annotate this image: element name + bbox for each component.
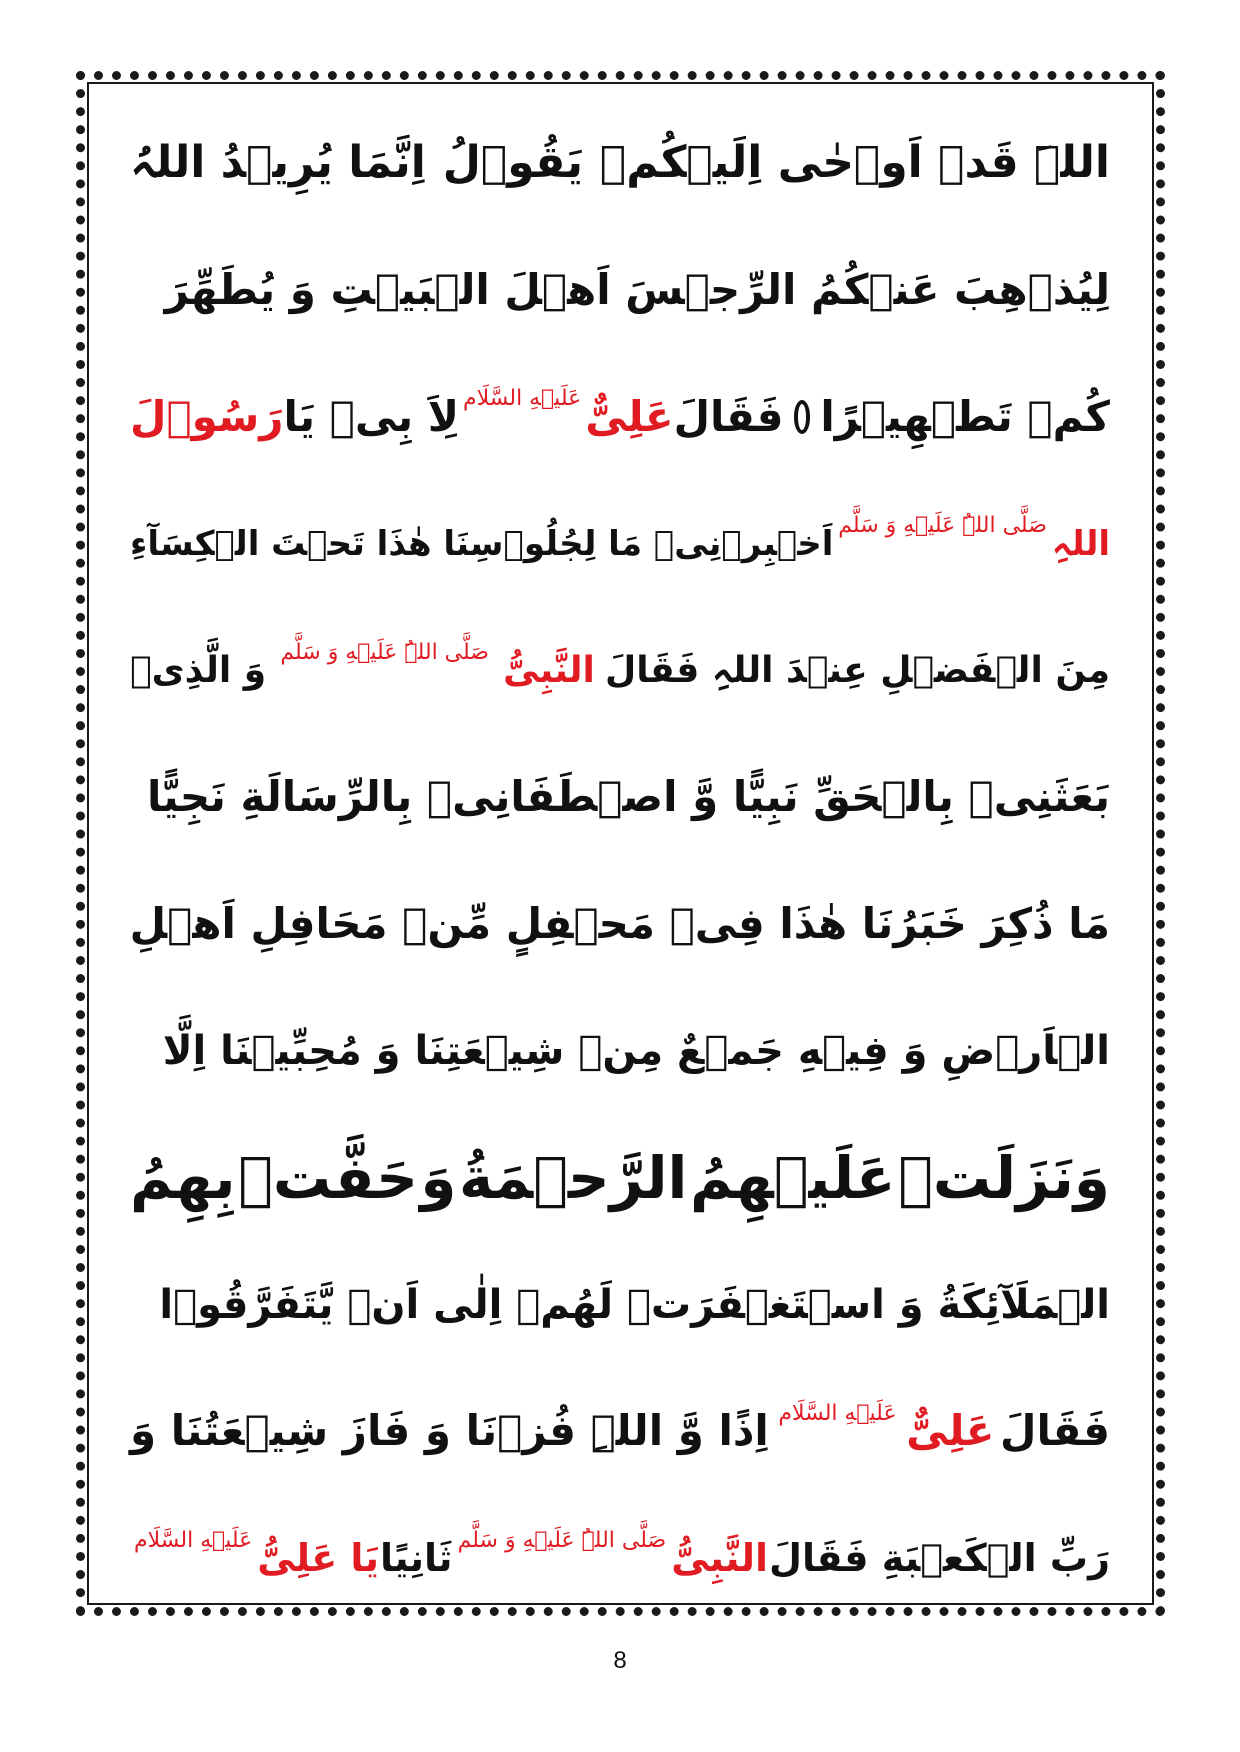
- text-line-1: [130, 100, 1110, 227]
- highlighted-name: یَا عَلِیُّ: [257, 1536, 379, 1581]
- text-segment: حَفَّتۡ: [238, 1143, 418, 1212]
- text-segment: اِنَّمَا یُرِیۡدُ اللہُ: [130, 137, 426, 189]
- text-segment: وَ: [420, 1143, 457, 1212]
- highlighted-name: عَلِیٌّ: [585, 391, 674, 441]
- honorific-salutation: عَلَیۡهِ السَّلَام: [463, 386, 582, 412]
- text-line-12: [130, 1495, 1110, 1622]
- highlighted-name: عَلِیٌّ: [906, 1406, 995, 1456]
- text-segment: وَ الَّذِیۡ: [130, 649, 267, 691]
- honorific-salutation: صَلَّی اللہُ عَلَیۡهِ وَ سَلَّم: [838, 513, 1047, 539]
- text-segment: فَقَالَ: [1000, 1406, 1110, 1456]
- honorific-salutation: صَلَّی اللہُ عَلَیۡهِ وَ سَلَّم: [280, 640, 489, 666]
- text-line-2: [130, 227, 1110, 354]
- honorific-salutation: صَلَّی اللہُ عَلَیۡهِ وَ سَلَّم: [457, 1527, 667, 1553]
- page-number: 8: [613, 1647, 627, 1674]
- text-segment: ثَانِیًا: [379, 1536, 453, 1581]
- verse-end-ring-icon: [794, 400, 811, 434]
- text-segment: الۡاَرۡضِ وَ فِیۡهِ جَمۡعٌ مِنۡ شِیۡعَتِنَا وَ مُحِبِّیۡنَا اِلَّا: [162, 1027, 1110, 1074]
- text-line-9: [130, 1114, 1110, 1241]
- arabic-text-block: [130, 100, 1110, 1600]
- text-segment: وَنَزَلَتۡ: [898, 1143, 1110, 1212]
- text-segment: فَقَالَ: [673, 391, 784, 441]
- text-line-6: [130, 734, 1110, 861]
- text-line-8: [130, 988, 1110, 1115]
- text-line-5: [130, 607, 1110, 734]
- text-segment: الرَّحۡمَةُ: [459, 1143, 688, 1212]
- highlighted-name: اللہِ: [1051, 523, 1110, 564]
- text-segment: بِهِمُ: [130, 1143, 236, 1212]
- text-segment: لِیُذۡهِبَ عَنۡکُمُ الرِّجۡسَ اَهۡلَ الۡبَیۡتِ وَ یُطَهِّرَ: [164, 265, 1110, 315]
- text-segment: کُمۡ تَطۡهِیۡرًا: [820, 391, 1110, 441]
- text-segment: یَقُوۡلُ: [442, 137, 584, 189]
- honorific-salutation: عَلَیۡهِ السَّلَام: [134, 1527, 253, 1553]
- text-segment: الۡمَلَآئِکَةُ وَ اسۡتَغۡفَرَتۡ لَهُمۡ اِلٰی اَنۡ یَّتَفَرَّقُوۡا: [159, 1281, 1110, 1328]
- text-line-4: [130, 480, 1110, 607]
- highlighted-name: رَسُوۡلَ: [130, 391, 284, 441]
- text-segment: اِذًا وَّ اللہِ فُزۡنَا وَ فَازَ شِیۡعَتُنَا وَ: [130, 1406, 769, 1456]
- text-line-11: [130, 1368, 1110, 1495]
- text-segment: مِنَ الۡفَضۡلِ عِنۡدَ اللہِ فَقَالَ: [605, 649, 1110, 691]
- text-line-3: [130, 354, 1110, 481]
- text-segment: رَبِّ الۡکَعۡبَةِ فَقَالَ: [769, 1536, 1110, 1581]
- text-segment: بَعَثَنِیۡ بِالۡحَقِّ نَبِیًّا وَّ اصۡطَفَانِیۡ بِالرِّسَالَةِ نَجِیًّا: [146, 772, 1110, 822]
- text-segment: عَلَیۡهِمُ: [689, 1143, 896, 1212]
- text-line-7: [130, 861, 1110, 988]
- highlighted-name: النَّبِیُّ: [503, 649, 595, 691]
- honorific-salutation: عَلَیۡهِ السَّلَام: [778, 1400, 897, 1426]
- text-segment: اللہَ قَدۡ اَوۡحٰی اِلَیۡکُمۡ: [599, 137, 1110, 189]
- highlighted-name: النَّبِیُّ: [671, 1536, 768, 1581]
- text-line-10: [130, 1241, 1110, 1368]
- text-segment: مَا ذُکِرَ خَبَرُنَا هٰذَا فِیۡ مَحۡفِلٍ مِّنۡ مَحَافِلِ اَهۡلِ: [129, 899, 1110, 949]
- text-segment: اَخۡبِرۡنِیۡ مَا لِجُلُوۡسِنَا هٰذَا تَحۡتَ الۡکِسَآءِ: [130, 523, 834, 564]
- text-segment: لِاَ بِیۡ یَا: [283, 391, 459, 441]
